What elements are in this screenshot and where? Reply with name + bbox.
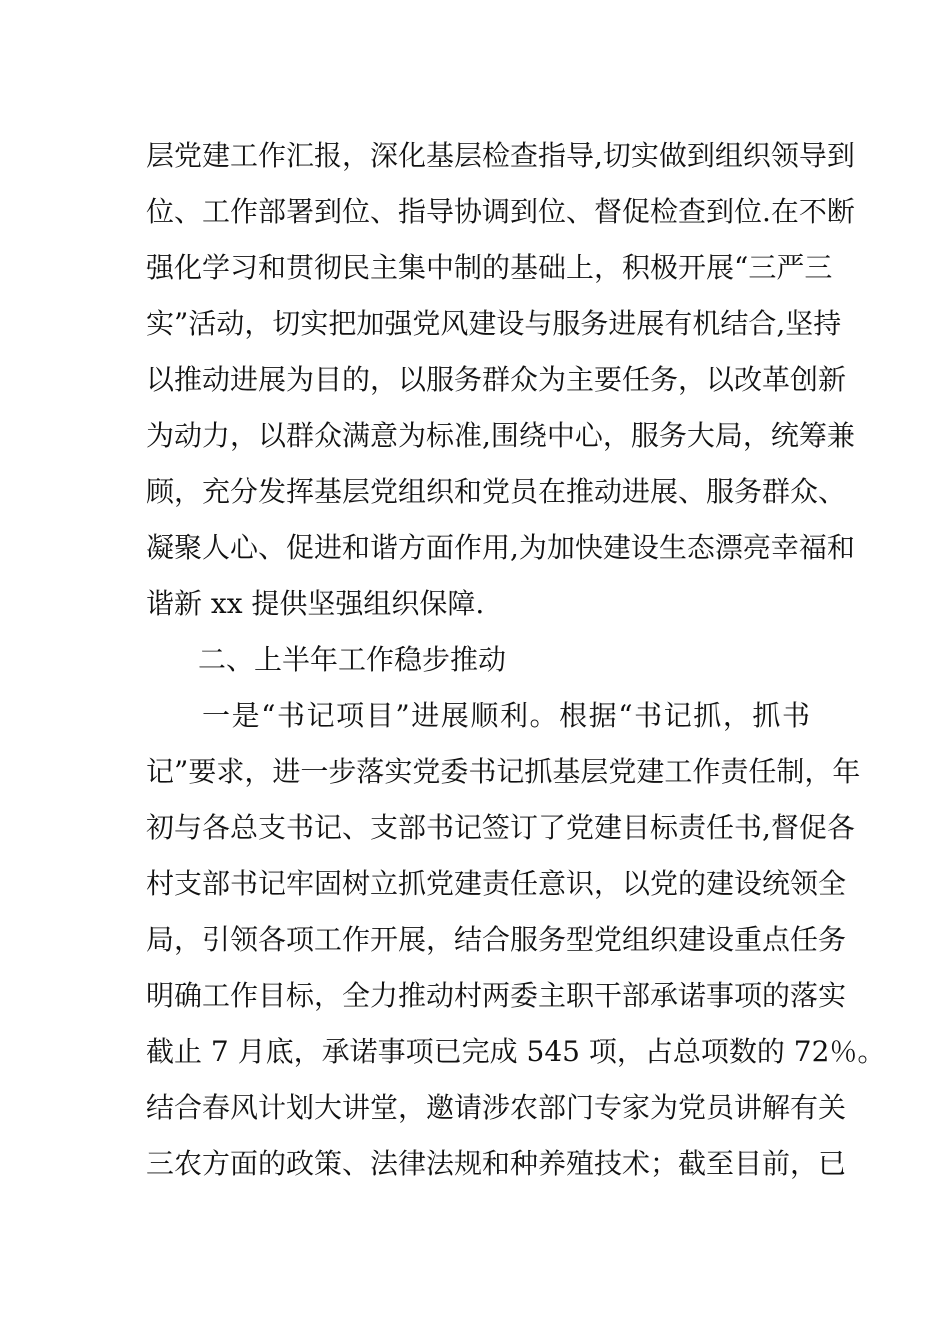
section-heading: 二、上半年工作稳步推动 [198, 643, 507, 676]
text-line: 初与各总支书记、支部书记签订了党建目标责任书,督促各 [146, 811, 855, 844]
text-line: 截止 7 月底，承诺事项已完成 545 项，占总项数的 72％。 [146, 1035, 886, 1068]
text-line: 一是“书记项目”进展顺利。根据“书记抓，抓书 [202, 699, 810, 732]
text-line: 三农方面的政策、法律法规和种养殖技术；截至目前，已 [146, 1147, 847, 1180]
text-line: 为动力，以群众满意为标准,围绕中心，服务大局，统筹兼 [146, 419, 855, 452]
text-line: 实”活动，切实把加强党风建设与服务进展有机结合,坚持 [146, 307, 842, 340]
text-line: 凝聚人心、促进和谐方面作用,为加快建设生态漂亮幸福和 [146, 531, 855, 564]
text-line: 村支部书记牢固树立抓党建责任意识，以党的建设统领全 [146, 867, 847, 900]
text-line: 以推动进展为目的，以服务群众为主要任务，以改革创新 [146, 363, 847, 396]
text-line: 顾，充分发挥基层党组织和党员在推动进展、服务群众、 [146, 475, 847, 508]
text-line: 结合春风计划大讲堂，邀请涉农部门专家为党员讲解有关 [146, 1091, 847, 1124]
text-line: 层党建工作汇报，深化基层检查指导,切实做到组织领导到 [146, 139, 855, 172]
body-text [146, 128, 886, 1192]
text-line: 谐新 xx 提供坚强组织保障. [146, 587, 485, 620]
text-line: 记”要求，进一步落实党委书记抓基层党建工作责任制，年 [146, 755, 861, 788]
text-line: 强化学习和贯彻民主集中制的基础上，积极开展“三严三 [146, 251, 833, 284]
text-line: 明确工作目标，全力推动村两委主职干部承诺事项的落实 [146, 979, 847, 1012]
text-line: 局，引领各项工作开展，结合服务型党组织建设重点任务 [146, 923, 847, 956]
text-line: 位、工作部署到位、指导协调到位、督促检查到位.在不断 [146, 195, 855, 228]
